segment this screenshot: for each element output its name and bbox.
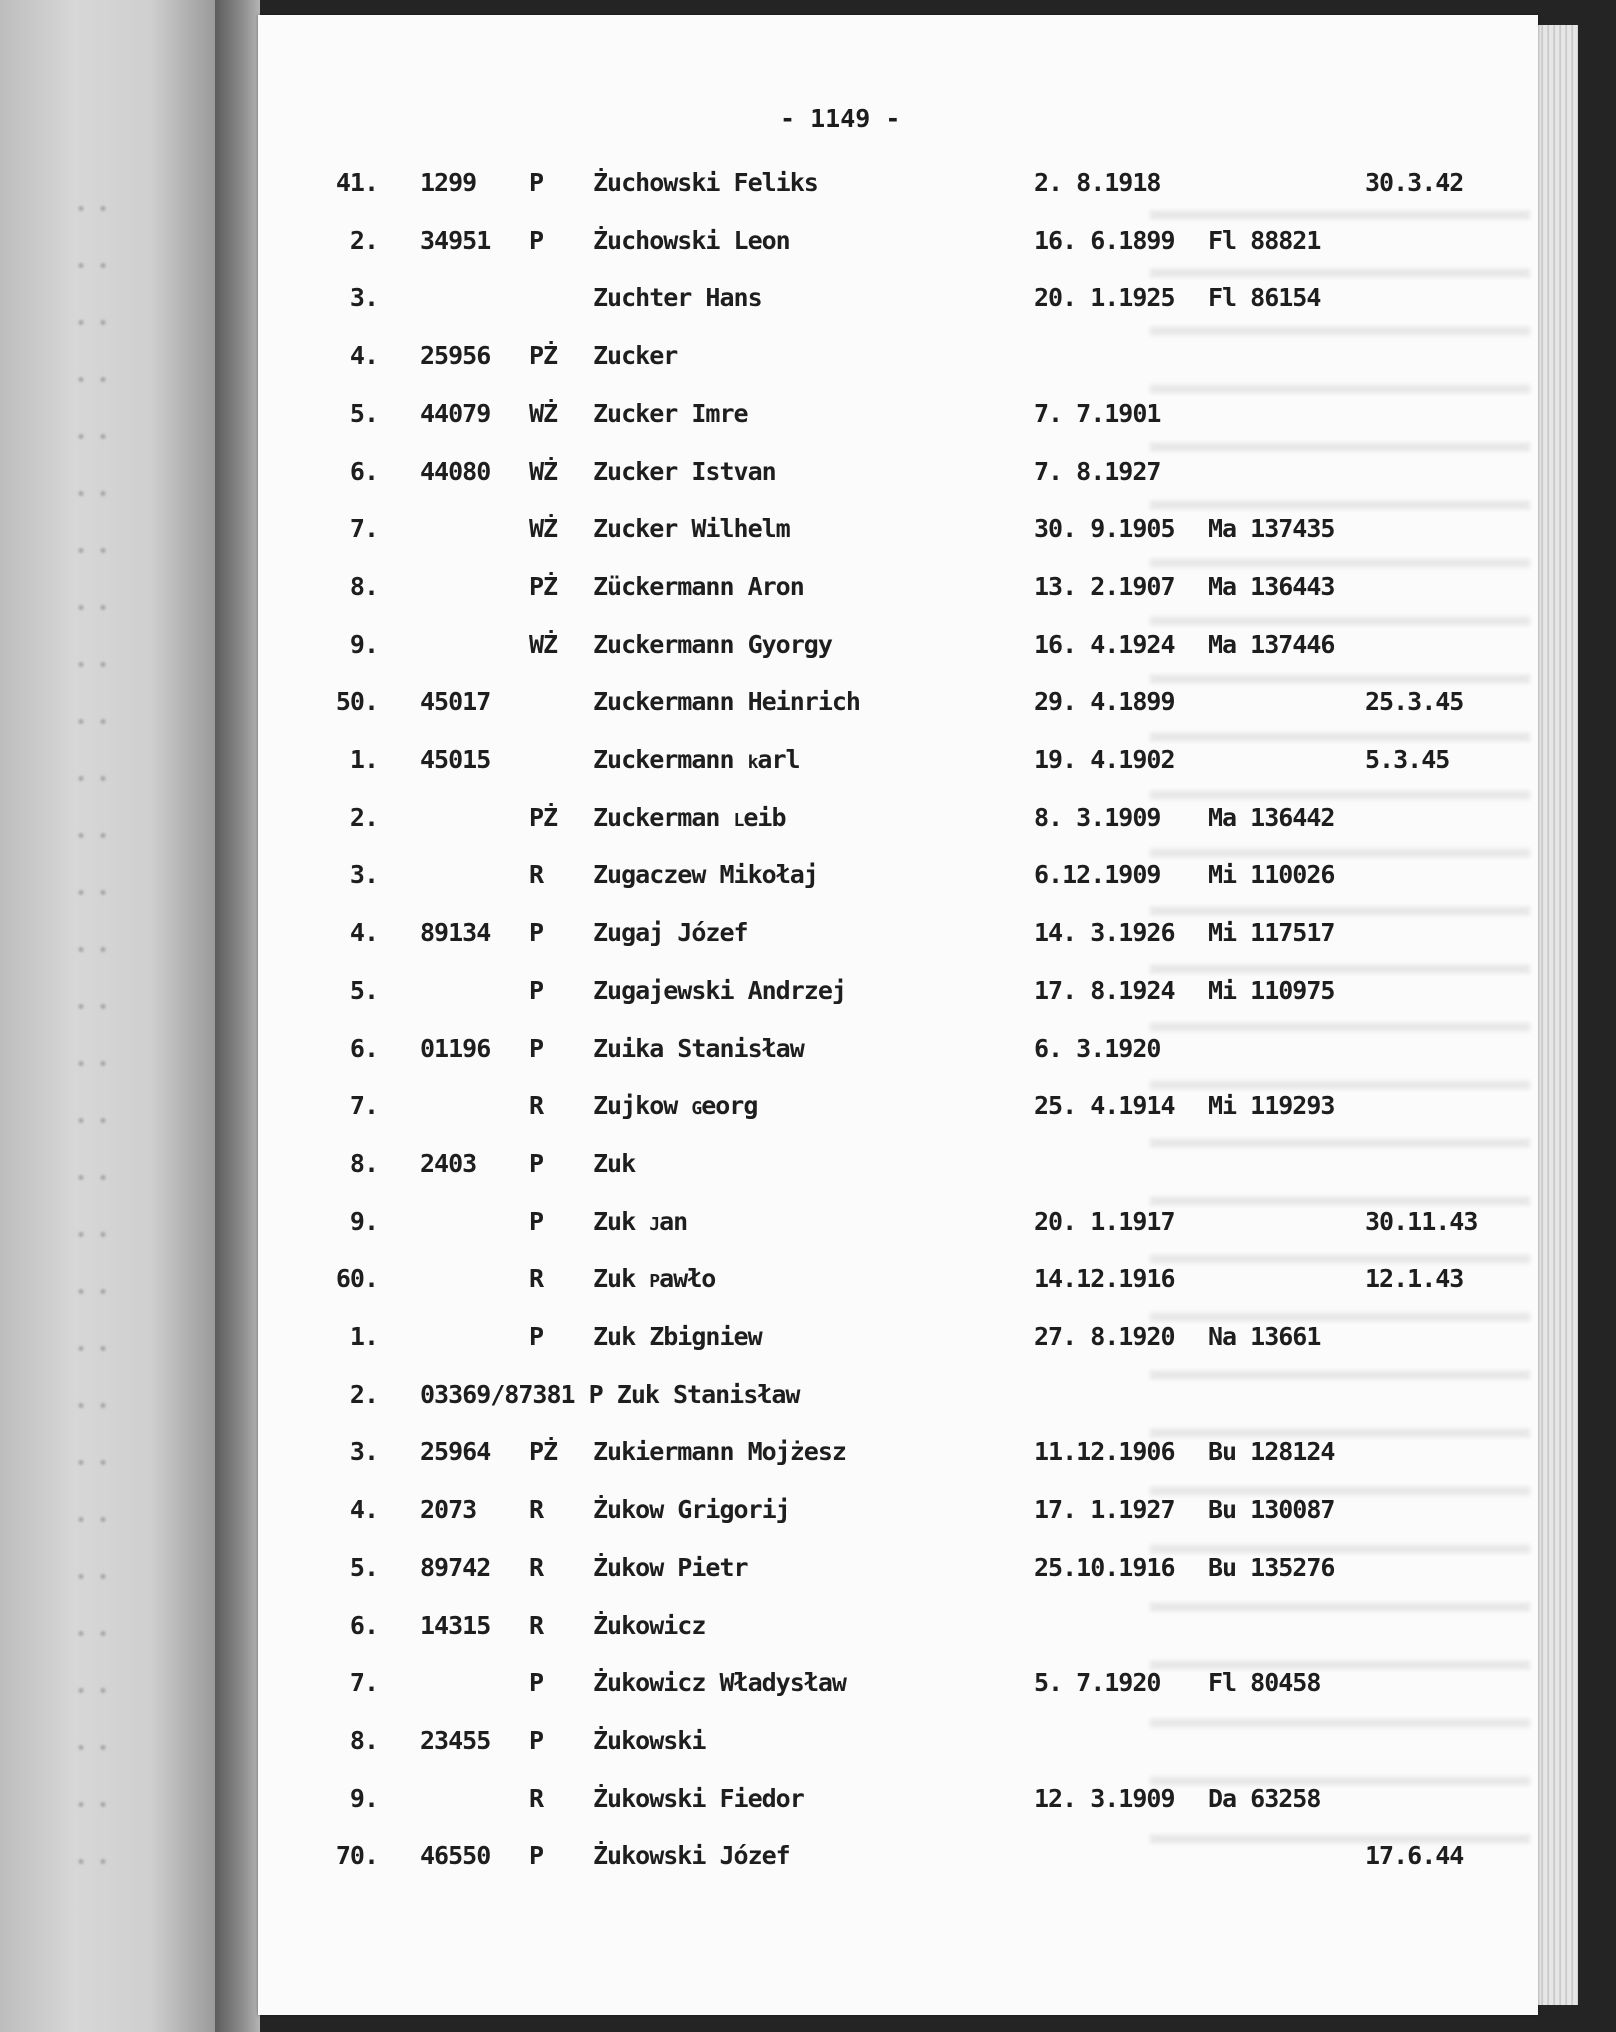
name-text-rest: arl	[757, 745, 800, 774]
name-text: Zucker Wilhelm	[593, 514, 790, 544]
person-name	[593, 1432, 846, 1472]
name-text: Zuk	[593, 1264, 650, 1294]
row-index: 7.	[349, 1668, 378, 1698]
category-code: P	[529, 225, 544, 255]
person-name	[593, 278, 762, 318]
register-row	[0, 509, 1616, 549]
category-code: P	[529, 1725, 544, 1755]
register-row	[0, 971, 1616, 1011]
person-name	[593, 452, 776, 492]
record-reference: Ma 136442	[1208, 802, 1335, 832]
row-index: 5.	[349, 1552, 378, 1582]
name-text-rest: eorg	[701, 1091, 758, 1121]
person-name	[593, 855, 818, 895]
register-row	[0, 221, 1616, 261]
register-row	[0, 567, 1616, 607]
row-index: 4.	[349, 1495, 378, 1525]
category-code: P	[529, 1206, 544, 1236]
record-reference: Na 13661	[1208, 1322, 1321, 1351]
name-text: Żukow Grigorij	[593, 1495, 790, 1525]
name-text: Zuika Stanisław	[593, 1033, 804, 1063]
row-index: 3.	[349, 860, 378, 890]
prisoner-number: 03369/87381	[420, 1379, 575, 1409]
register-row	[0, 625, 1616, 665]
category-code: WŻ	[529, 514, 558, 544]
prisoner-number: 14315	[420, 1610, 491, 1640]
register-row	[0, 394, 1616, 434]
row-index: 3.	[349, 283, 378, 313]
birth-date: 14.12.1916	[1034, 1264, 1175, 1294]
register-row	[0, 1144, 1616, 1184]
category-code: P	[529, 1668, 544, 1698]
register-row	[0, 798, 1616, 838]
person-name: Zuk Stanisław	[616, 1379, 800, 1409]
row-index: 3.	[349, 1437, 378, 1467]
name-text: Zuckermann Heinrich	[593, 687, 860, 717]
row-index: 5.	[349, 398, 378, 428]
category-code: P	[529, 1148, 544, 1178]
category-code: P	[529, 918, 544, 948]
prisoner-number: 25956	[420, 341, 491, 371]
person-name	[593, 1202, 687, 1245]
row-index: 4.	[349, 341, 378, 371]
birth-date: 14. 3.1926	[1034, 918, 1175, 948]
inline-entry	[420, 1375, 799, 1415]
record-reference: Da 63258	[1208, 1783, 1321, 1813]
name-text: Żukowski Józef	[593, 1841, 790, 1871]
person-name	[593, 567, 804, 607]
person-name	[593, 1029, 804, 1069]
category-code: WŻ	[529, 398, 558, 428]
birth-date: 7. 8.1927	[1034, 456, 1161, 486]
register-row	[0, 336, 1616, 376]
register-row	[0, 1663, 1616, 1703]
row-index: 7.	[349, 514, 378, 544]
birth-date: 7. 7.1901	[1034, 398, 1161, 428]
record-reference: Ma 136443	[1208, 571, 1335, 601]
person-name	[593, 163, 818, 203]
birth-date: 16. 4.1924	[1034, 629, 1175, 659]
register-row	[0, 1259, 1616, 1299]
category-code: R	[529, 1783, 544, 1813]
row-index: 6.	[349, 1610, 378, 1640]
category-code: P	[529, 168, 544, 197]
row-index: 5.	[349, 975, 378, 1005]
event-date: 12.1.43	[1365, 1264, 1464, 1294]
prisoner-number: 89742	[420, 1552, 491, 1582]
record-reference: Mi 119293	[1208, 1091, 1335, 1121]
row-index: 50.	[335, 687, 378, 717]
row-index: 1.	[349, 1322, 378, 1351]
birth-date: 20. 1.1925	[1034, 283, 1175, 313]
register-row	[0, 1779, 1616, 1819]
birth-date: 17. 8.1924	[1034, 975, 1175, 1005]
person-name	[593, 394, 748, 434]
name-text: Zucker Imre	[593, 398, 748, 428]
name-text: Zückermann Aron	[593, 571, 804, 601]
category-code: P	[529, 1033, 544, 1063]
name-text: Żukowski Fiedor	[593, 1783, 804, 1813]
event-date: 30.11.43	[1365, 1206, 1478, 1236]
record-reference: Bu 128124	[1208, 1437, 1335, 1467]
row-index: 6.	[349, 456, 378, 486]
prisoner-number: 89134	[420, 918, 491, 948]
name-text-rest: eib	[743, 802, 786, 832]
birth-date: 2. 8.1918	[1034, 168, 1161, 197]
register-row	[0, 1317, 1616, 1357]
person-name	[593, 798, 786, 841]
category-code: R	[529, 860, 544, 890]
category-code: R	[529, 1552, 544, 1582]
row-index: 60.	[335, 1264, 378, 1294]
record-reference: Mi 110026	[1208, 860, 1335, 890]
row-index: 9.	[349, 1206, 378, 1236]
register-row	[0, 1029, 1616, 1069]
birth-date: 17. 1.1927	[1034, 1495, 1175, 1525]
person-name	[593, 1259, 715, 1302]
prisoner-number: 46550	[420, 1841, 491, 1871]
page-number: - 1149 -	[780, 104, 901, 133]
record-reference: Fl 86154	[1208, 283, 1321, 313]
row-index: 4.	[349, 918, 378, 948]
name-text: Zuckermann	[593, 745, 748, 774]
birth-date: 19. 4.1902	[1034, 745, 1175, 774]
person-name	[593, 913, 748, 953]
register-row	[0, 1432, 1616, 1472]
name-correction-superscript: J	[649, 1213, 660, 1235]
category-code: R	[529, 1495, 544, 1525]
name-text: Zujkow	[593, 1091, 692, 1121]
birth-date: 6.12.1909	[1034, 860, 1161, 890]
person-name	[593, 1836, 790, 1876]
row-index: 9.	[349, 629, 378, 659]
name-text: Zukiermann Mojżesz	[593, 1437, 846, 1467]
person-name	[593, 1606, 705, 1646]
record-reference: Ma 137435	[1208, 514, 1335, 544]
name-text: Żuchowski Leon	[593, 225, 790, 255]
name-text: Zugaj Józef	[593, 918, 748, 948]
name-text: Zuckermann Gyorgy	[593, 629, 832, 659]
category-code: PŻ	[529, 802, 558, 832]
name-text: Żuchowski Feliks	[593, 168, 818, 197]
prisoner-number: 01196	[420, 1033, 491, 1063]
record-reference: Fl 88821	[1208, 225, 1321, 255]
row-index: 9.	[349, 1783, 378, 1813]
person-name	[593, 971, 846, 1011]
prisoner-number: 44079	[420, 398, 491, 428]
record-reference: Ma 137446	[1208, 629, 1335, 659]
name-text: Zuchter Hans	[593, 283, 762, 313]
name-text: Żukowski	[593, 1725, 706, 1755]
birth-date: 29. 4.1899	[1034, 687, 1175, 717]
register-row	[0, 740, 1616, 780]
name-text: Zucker Istvan	[593, 456, 776, 486]
person-name	[593, 1490, 790, 1530]
register-row	[0, 855, 1616, 895]
prisoner-number: 34951	[420, 225, 491, 255]
name-text: Zuk Zbigniew	[593, 1322, 762, 1351]
person-name	[593, 336, 677, 376]
row-index: 8.	[349, 1148, 378, 1178]
record-reference: Bu 130087	[1208, 1495, 1335, 1525]
category-code: P	[588, 1379, 603, 1409]
name-correction-superscript: P	[649, 1271, 660, 1293]
event-date: 5.3.45	[1365, 745, 1450, 774]
row-index: 7.	[349, 1091, 378, 1121]
birth-date: 25. 4.1914	[1034, 1091, 1175, 1121]
row-index: 2.	[349, 1379, 378, 1409]
record-reference: Mi 117517	[1208, 918, 1335, 948]
row-index: 2.	[349, 802, 378, 832]
category-code: R	[529, 1610, 544, 1640]
birth-date: 5. 7.1920	[1034, 1668, 1161, 1698]
name-text: Zuk	[593, 1148, 636, 1178]
category-code: WŻ	[529, 629, 558, 659]
event-date: 30.3.42	[1365, 168, 1464, 197]
row-index: 70.	[335, 1841, 378, 1871]
register-row	[0, 452, 1616, 492]
name-text: Zugajewski Andrzej	[593, 975, 846, 1005]
birth-date: 11.12.1906	[1034, 1437, 1175, 1467]
row-index: 8.	[349, 1725, 378, 1755]
birth-date: 30. 9.1905	[1034, 514, 1175, 544]
prisoner-number: 2073	[420, 1495, 477, 1525]
record-reference: Bu 135276	[1208, 1552, 1335, 1582]
event-date: 25.3.45	[1365, 687, 1464, 717]
page-stack-edge	[1538, 25, 1578, 2005]
person-name	[593, 1663, 846, 1703]
name-text: Żukowicz	[593, 1610, 706, 1640]
birth-date: 12. 3.1909	[1034, 1783, 1175, 1813]
person-name	[593, 1548, 748, 1588]
birth-date: 20. 1.1917	[1034, 1206, 1175, 1236]
name-text: Żukowicz Władysław	[593, 1668, 846, 1698]
register-row	[0, 1548, 1616, 1588]
row-index: 6.	[349, 1033, 378, 1063]
category-code: PŻ	[529, 341, 558, 371]
register-row	[0, 1490, 1616, 1530]
category-code: R	[529, 1264, 544, 1294]
register-row	[0, 1836, 1616, 1876]
register-row	[0, 1721, 1616, 1761]
person-name	[593, 1721, 705, 1761]
name-text: Zuckerman	[593, 802, 734, 832]
birth-date: 6. 3.1920	[1034, 1033, 1161, 1063]
person-name	[593, 740, 800, 783]
person-name	[593, 1086, 757, 1129]
category-code: P	[529, 1322, 544, 1351]
name-text: Zugaczew Mikołaj	[593, 860, 818, 890]
name-text: Zucker	[593, 341, 678, 371]
person-name	[593, 1317, 762, 1357]
register-row	[0, 163, 1616, 203]
record-reference: Fl 80458	[1208, 1668, 1321, 1698]
prisoner-number: 23455	[420, 1725, 491, 1755]
row-index: 1.	[349, 745, 378, 774]
birth-date: 16. 6.1899	[1034, 225, 1175, 255]
person-name	[593, 625, 832, 665]
prisoner-number: 45015	[420, 745, 491, 774]
category-code: PŻ	[529, 571, 558, 601]
person-name	[593, 1144, 635, 1184]
prisoner-number: 44080	[420, 456, 491, 486]
register-row	[0, 278, 1616, 318]
person-name	[593, 1779, 804, 1819]
row-index: 41.	[335, 168, 378, 197]
name-text-rest: an	[659, 1206, 688, 1236]
register-row	[0, 1202, 1616, 1242]
row-index: 2.	[349, 225, 378, 255]
record-reference: Mi 110975	[1208, 975, 1335, 1005]
category-code: P	[529, 1841, 544, 1871]
row-index: 8.	[349, 571, 378, 601]
name-correction-subscript: k	[747, 752, 758, 773]
name-correction-superscript: L	[733, 809, 744, 831]
category-code: P	[529, 975, 544, 1005]
person-name	[593, 509, 790, 549]
register-row	[0, 1375, 1616, 1415]
prisoner-number: 1299	[420, 168, 477, 197]
name-text-rest: awło	[659, 1264, 716, 1294]
birth-date: 13. 2.1907	[1034, 571, 1175, 601]
register-row	[0, 913, 1616, 953]
category-code: PŻ	[529, 1437, 558, 1467]
prisoner-number: 25964	[420, 1437, 491, 1467]
person-name	[593, 221, 790, 261]
name-text: Zuk	[593, 1206, 650, 1236]
register-row	[0, 682, 1616, 722]
name-correction-superscript: G	[691, 1098, 702, 1120]
birth-date: 25.10.1916	[1034, 1552, 1175, 1582]
register-row	[0, 1606, 1616, 1646]
birth-date: 27. 8.1920	[1034, 1322, 1175, 1351]
birth-date: 8. 3.1909	[1034, 802, 1161, 832]
event-date: 17.6.44	[1365, 1841, 1464, 1871]
register-row	[0, 1086, 1616, 1126]
prisoner-number: 2403	[420, 1148, 477, 1178]
name-text: Żukow Pietr	[593, 1552, 748, 1582]
person-name	[593, 682, 860, 722]
category-code: WŻ	[529, 456, 558, 486]
category-code: R	[529, 1091, 544, 1121]
prisoner-number: 45017	[420, 687, 491, 717]
